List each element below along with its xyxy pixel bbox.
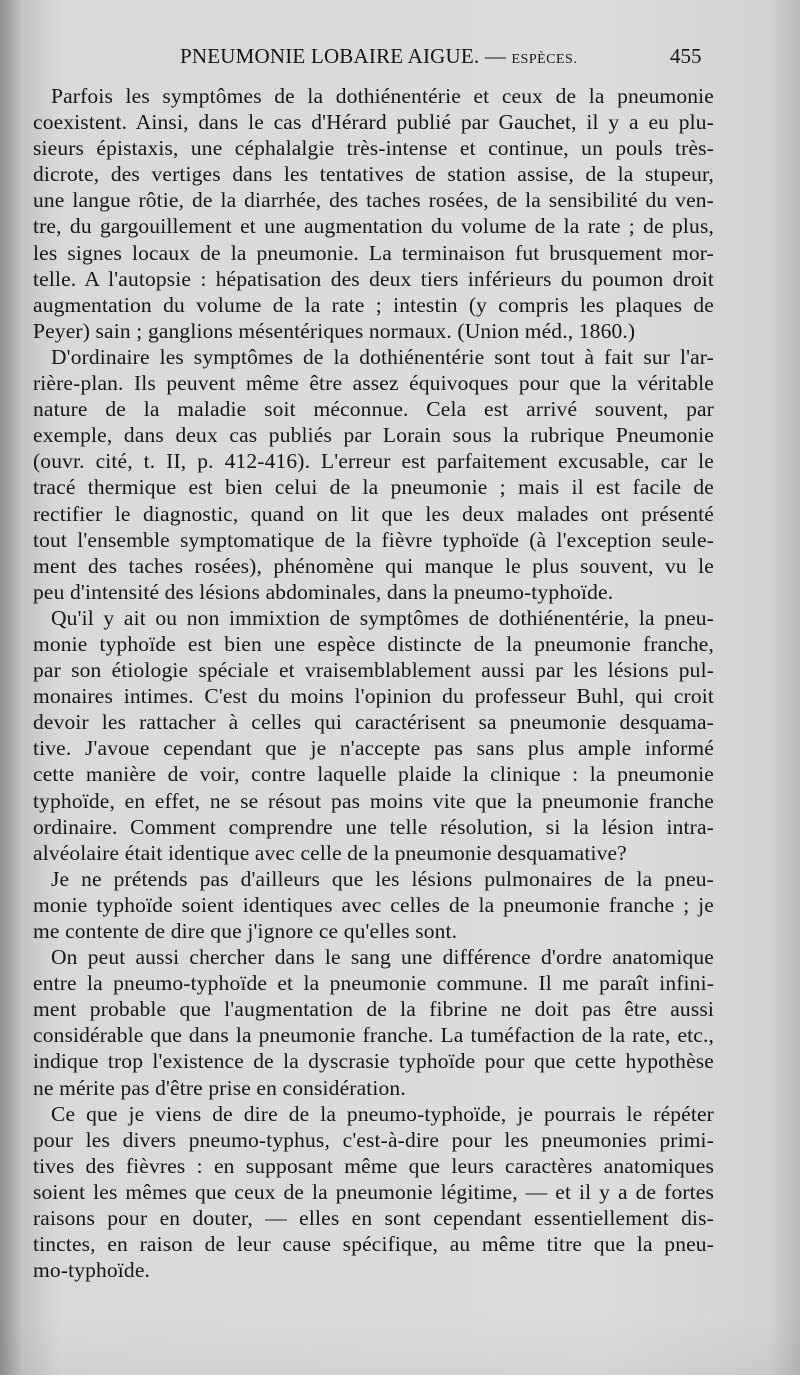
text-line: raisons pour en douter, — elles en sont cependant essentiellement dis- [33, 1206, 714, 1231]
text-line: rière-plan. Ils peuvent même être assez équivoques pour que la véritable [33, 371, 714, 396]
text-line: sieurs épistaxis, une céphalalgie très-intense et continue, un pouls très- [33, 136, 714, 161]
paragraph [33, 83, 714, 344]
text-line: tive. J'avoue cependant que je n'accepte pas sans plus ample informé [33, 736, 714, 761]
text-line: une langue rôtie, de la diarrhée, des taches rosées, de la sensibilité du ven- [33, 188, 714, 213]
text-line: monie typhoïde soient identiques avec celles de la pneumonie franche ; je [33, 892, 714, 917]
text-line: tout l'ensemble symptomatique de la fièvre typhoïde (à l'exception seule- [33, 527, 714, 552]
text-line: pour les divers pneumo-typhus, c'est-à-dire pour les pneumonies primi- [33, 1127, 714, 1152]
page-shadow [0, 1315, 800, 1375]
text-line: ment des taches rosées), phénomène qui manque le plus souvent, vu le [33, 553, 714, 578]
text-line: coexistent. Ainsi, dans le cas d'Hérard publié par Gauchet, il y a eu plu- [33, 110, 714, 135]
text-line: nature de la maladie soit méconnue. Cela est arrivé souvent, par [33, 397, 714, 422]
paragraph [33, 866, 714, 944]
text-line: Qu'il y ait ou non immixtion de symptômes de dothiénentérie, la pneu- [51, 605, 714, 630]
text-line: Parfois les symptômes de la dothiénentérie et ceux de la pneumonie [51, 84, 714, 108]
page-header [0, 44, 800, 74]
text-line: les signes locaux de la pneumonie. La terminaison fut brusquement mor- [33, 240, 714, 265]
paragraph [33, 605, 714, 866]
text-line: ne mérite pas d'être prise en considération. [33, 1075, 406, 1100]
text-line: cette manière de voir, contre laquelle plaide la clinique : la pneumonie [33, 762, 714, 787]
text-line: indique trop l'existence de la dyscrasie typhoïde pour que cette hypothèse [33, 1049, 714, 1074]
text-line: typhoïde, en effet, ne se résout pas moins vite que la pneumonie franche [33, 788, 714, 813]
text-line: Ce que je viens de dire de la pneumo-typhoïde, je pourrais le répéter [51, 1101, 714, 1126]
text-line: alvéolaire était identique avec celle de la pneumonie desquamative? [33, 840, 627, 865]
text-line: dicrote, des vertiges dans les tentatives de station assise, de la stupeur, [33, 162, 714, 187]
text-line: par son étiologie spéciale et vraisemblablement aussi par les lésions pul- [33, 658, 714, 683]
text-line: monie typhoïde est bien une espèce distincte de la pneumonie franche, [33, 631, 714, 656]
text-line: (ouvr. cité, t. II, p. 412-416). L'erreur est parfaitement excusable, car le [33, 449, 714, 474]
text-line: Peyer) sain ; ganglions mésentériques normaux. (Union méd., 1860.) [33, 318, 636, 343]
text-line: soient les mêmes que ceux de la pneumonie légitime, — et il y a de fortes [33, 1179, 714, 1204]
paragraph [33, 1101, 714, 1284]
text-line: augmentation du volume de la rate ; intestin (y compris les plaques de [33, 292, 714, 317]
text-line: tracé thermique est bien celui de la pneumonie ; mais il est facile de [33, 475, 714, 500]
paragraph [33, 944, 714, 1101]
text-line: entre la pneumo-typhoïde et la pneumonie commune. Il me paraît infini- [33, 971, 714, 996]
paragraph [33, 344, 714, 605]
text-line: tinctes, en raison de leur cause spécifique, au même titre que la pneu- [33, 1232, 714, 1257]
running-head [180, 44, 600, 69]
text-line: ment probable que l'augmentation de la fibrine ne doit pas être aussi [33, 997, 714, 1022]
text-line: considérable que dans la pneumonie franche. La tuméfaction de la rate, etc., [33, 1023, 714, 1048]
text-line: tives des fièvres : en supposant même que leurs caractères anatomiques [33, 1153, 714, 1178]
running-head-section: ESPÈCES. [511, 52, 578, 67]
text-line: devoir les rattacher à celles qui caractérisent sa pneumonie desquama- [33, 710, 714, 735]
text-line: me contente de dire que j'ignore ce qu'elles sont. [33, 919, 458, 943]
text-line: mo-typhoïde. [33, 1258, 151, 1283]
body-text [33, 83, 714, 1283]
running-head-dash: — [484, 44, 507, 68]
text-line: telle. A l'autopsie : hépatisation des deux tiers inférieurs du poumon droit [33, 266, 714, 291]
text-line: tre, du gargouillement et une augmentation du volume de la rate ; de plus, [33, 214, 714, 239]
text-line: Je ne prétends pas d'ailleurs que les lésions pulmonaires de la pneu- [51, 866, 714, 891]
text-line: D'ordinaire les symptômes de la dothiénentérie sont tout à fait sur l'ar- [51, 344, 714, 369]
running-head-title: PNEUMONIE LOBAIRE AIGUE. [180, 44, 480, 68]
text-line: exemple, dans deux cas publiés par Lorain sous la rubrique Pneumonie [33, 423, 714, 448]
page-number: 455 [670, 44, 702, 68]
text-line: monaires intimes. C'est du moins l'opinion du professeur Buhl, qui croit [33, 684, 714, 709]
text-line: peu d'intensité des lésions abdominales, dans la pneumo-typhoïde. [33, 579, 614, 604]
text-line: rectifier le diagnostic, quand on lit que les deux malades ont présenté [33, 501, 714, 526]
text-line: On peut aussi chercher dans le sang une différence d'ordre anatomique [51, 945, 714, 970]
text-line: ordinaire. Comment comprendre une telle résolution, si la lésion intra- [33, 814, 714, 839]
